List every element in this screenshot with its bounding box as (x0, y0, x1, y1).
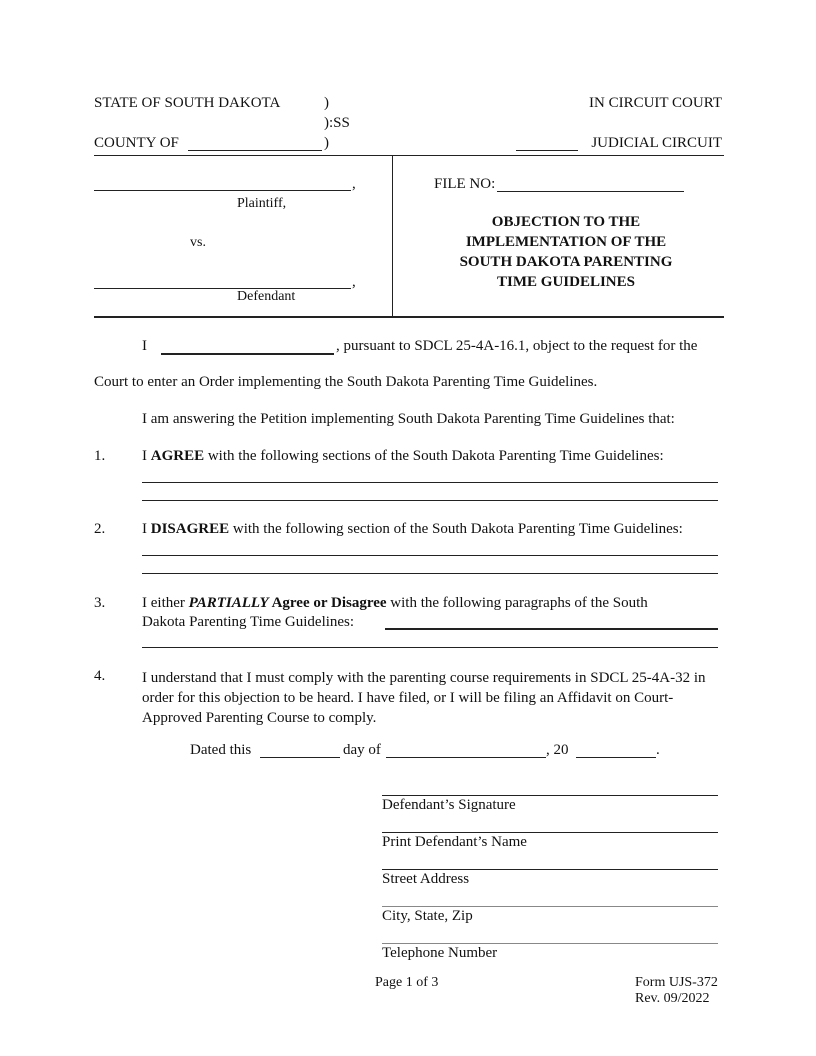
defendant-name-line[interactable] (94, 288, 351, 289)
intro-line-2: Court to enter an Order implementing the South Dakota Parenting Time Guidelines. (94, 374, 598, 390)
answering-text: I am answering the Petition implementing South Dakota Parenting Time Guidelines that: (142, 411, 675, 427)
revision-date: Rev. 09/2022 (635, 991, 710, 1006)
title-line-4: TIME GUIDELINES (497, 274, 635, 290)
state-label: STATE OF SOUTH DAKOTA (94, 95, 281, 111)
circuit-blank[interactable] (516, 150, 578, 151)
defendant-label: Defendant (237, 289, 296, 304)
signature-line[interactable] (382, 795, 718, 796)
agree-label: AGREE (150, 448, 205, 464)
file-no-label: FILE NO: (434, 176, 496, 192)
title-line-2: IMPLEMENTATION OF THE (465, 234, 667, 250)
city-line[interactable] (382, 906, 718, 907)
item-number: 2. (94, 521, 106, 537)
county-blank[interactable] (188, 150, 322, 151)
caption-divider-top (94, 155, 724, 156)
plaintiff-name-line[interactable] (94, 190, 351, 191)
plaintiff-comma: , (352, 176, 356, 192)
agree-line-1[interactable] (142, 482, 718, 483)
court-name: IN CIRCUIT COURT (589, 95, 722, 111)
item-number: 3. (94, 595, 106, 611)
item-number: 4. (94, 668, 106, 684)
month-blank[interactable] (386, 757, 546, 758)
circuit-label: JUDICIAL CIRCUIT (591, 135, 722, 151)
partial-blank[interactable] (385, 628, 718, 630)
phone-line[interactable] (382, 943, 718, 944)
day-blank[interactable] (260, 757, 340, 758)
file-no-blank[interactable] (497, 191, 684, 192)
item-3-text: I either PARTIALLY Agree or Disagree with the following paragraphs of the South (142, 595, 648, 611)
form-number: Form UJS-372 (635, 975, 718, 990)
agree-line-2[interactable] (142, 500, 718, 501)
dated-this: Dated this (190, 742, 252, 758)
item-4-text: I understand that I must comply with the parenting course requirements in SDCL 25-4A-32 in order for this objection to be heard. I have filed, or I will be filing an Affidavit on Court-Approved Parenting Course to comply. (142, 670, 706, 726)
defendant-comma: , (352, 274, 356, 290)
phone-label: Telephone Number (382, 945, 498, 961)
disagree-label: DISAGREE (150, 521, 230, 537)
vs-label: vs. (190, 235, 206, 250)
caption-divider-bottom (94, 316, 724, 318)
disagree-line-2[interactable] (142, 573, 718, 574)
partial-line-2[interactable] (142, 647, 718, 648)
city-label: City, State, Zip (382, 908, 473, 924)
partially-label: PARTIALLY (188, 595, 269, 611)
caption-ss: ):SS (324, 115, 350, 131)
street-line[interactable] (382, 869, 718, 870)
disagree-line-1[interactable] (142, 555, 718, 556)
caption-divider-vertical (392, 155, 393, 317)
year-blank[interactable] (576, 757, 656, 758)
street-label: Street Address (382, 871, 470, 887)
page-number: Page 1 of 3 (375, 975, 439, 990)
year-prefix: , 20 (546, 742, 569, 758)
print-name-label: Print Defendant’s Name (382, 834, 527, 850)
dated-period: . (656, 742, 660, 758)
item-1-text: I AGREE with the following sections of the South Dakota Parenting Time Guidelines: (142, 448, 664, 464)
signature-label: Defendant’s Signature (382, 797, 516, 813)
item-number: 1. (94, 448, 106, 464)
intro-i: I (142, 338, 147, 354)
item-3-line-2: Dakota Parenting Time Guidelines: (142, 614, 355, 630)
title-line-3: SOUTH DAKOTA PARENTING (459, 254, 673, 270)
caption-paren-top: ) (324, 95, 329, 111)
agree-disagree-label: Agree or Disagree (268, 595, 387, 611)
caption-paren-bottom: ) (324, 135, 329, 151)
item-2-text: I DISAGREE with the following section of the South Dakota Parenting Time Guidelines: (142, 521, 683, 537)
print-name-line[interactable] (382, 832, 718, 833)
name-blank[interactable] (161, 353, 334, 355)
day-of: day of (343, 742, 381, 758)
title-line-1: OBJECTION TO THE (491, 214, 641, 230)
intro-rest: , pursuant to SDCL 25-4A-16.1, object to the request for the (336, 338, 698, 354)
plaintiff-label: Plaintiff, (237, 196, 287, 211)
county-label: COUNTY OF (94, 135, 179, 151)
